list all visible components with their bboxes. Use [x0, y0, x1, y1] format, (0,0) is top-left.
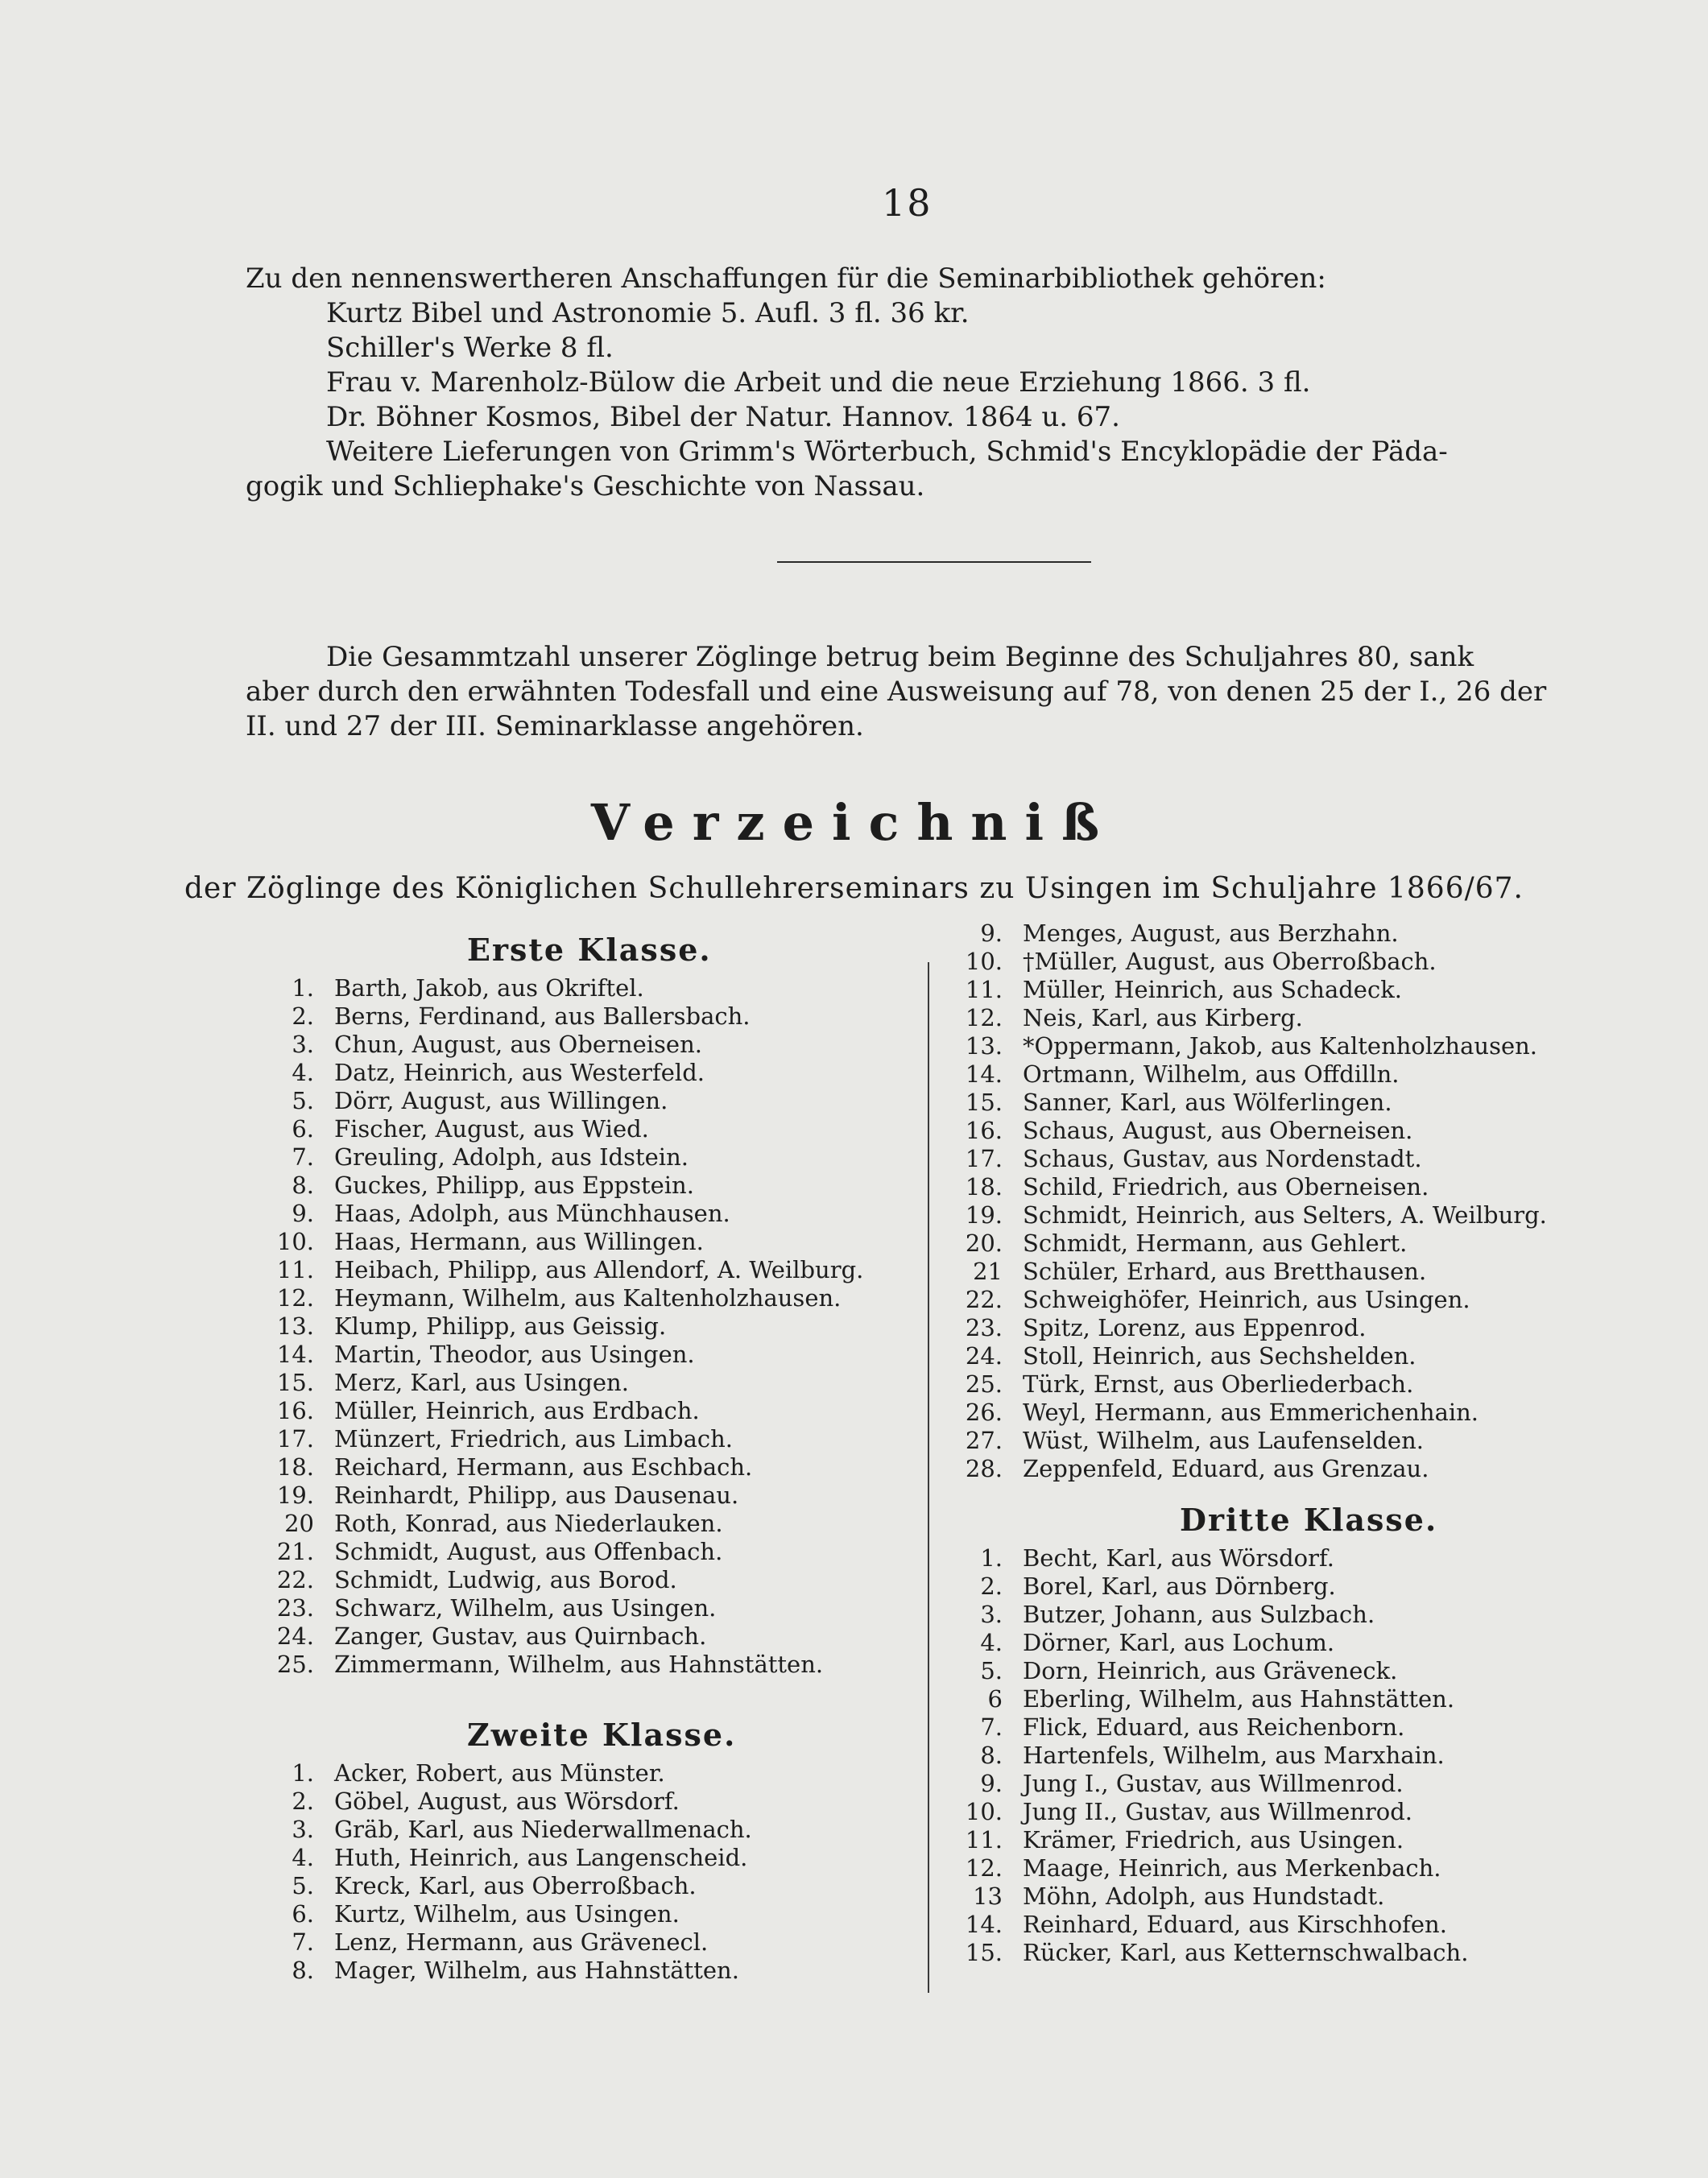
- student-name: Schwarz, Wilhelm, aus Usingen.: [334, 1594, 717, 1622]
- student-entry: [938, 1826, 1647, 1854]
- zweite-klasse-heading: Zweite Klasse.: [467, 1717, 737, 1753]
- student-number: 22.: [965, 1286, 1003, 1313]
- student-number: 8.: [980, 1742, 1003, 1769]
- student-name: Schmidt, Hermann, aus Gehlert.: [1023, 1230, 1408, 1257]
- erste-klasse-heading: Erste Klasse.: [467, 932, 712, 968]
- student-entry: [250, 1872, 926, 1900]
- student-number: 11.: [965, 976, 1003, 1003]
- student-name: Jung I., Gustav, aus Willmenrod.: [1023, 1770, 1404, 1797]
- student-number: 4.: [980, 1629, 1003, 1656]
- student-name: Berns, Ferdinand, aus Ballersbach.: [334, 1002, 751, 1030]
- student-entry: [250, 1002, 926, 1031]
- student-entry: [250, 1538, 926, 1566]
- student-entry: [938, 1117, 1647, 1145]
- student-number: 10.: [276, 1228, 314, 1255]
- left-column: [250, 926, 926, 1985]
- student-name: Greuling, Adolph, aus Idstein.: [334, 1143, 689, 1171]
- student-number: 14.: [965, 1911, 1003, 1938]
- student-number: 24.: [276, 1622, 314, 1650]
- student-number: 5.: [292, 1872, 314, 1899]
- student-entry: [938, 1286, 1647, 1314]
- student-number: 6: [987, 1685, 1003, 1713]
- zweite-klasse-list-part2: [938, 920, 1647, 1483]
- student-entry: [250, 974, 926, 1002]
- student-entry: [250, 1284, 926, 1312]
- student-entry: [938, 1370, 1647, 1399]
- student-name: Sanner, Karl, aus Wölferlingen.: [1023, 1089, 1392, 1116]
- student-name: Fischer, August, aus Wied.: [334, 1115, 649, 1143]
- student-entry: [250, 1228, 926, 1256]
- student-number: 9.: [980, 1770, 1003, 1797]
- student-name: Dörr, August, aus Willingen.: [334, 1087, 668, 1114]
- student-name: Borel, Karl, aus Dörnberg.: [1023, 1573, 1336, 1600]
- student-entry: [938, 1629, 1647, 1657]
- student-name: Martin, Theodor, aus Usingen.: [334, 1341, 695, 1368]
- student-number: 9.: [292, 1200, 314, 1227]
- student-entry: [250, 1172, 926, 1200]
- student-entry: [250, 1341, 926, 1369]
- student-name: Flick, Eduard, aus Reichenborn.: [1023, 1713, 1405, 1741]
- student-number: 2.: [292, 1002, 314, 1030]
- acquisition-continuation: gogik und Schliephake's Geschichte von Nassau.: [246, 470, 925, 502]
- student-number: 7.: [292, 1143, 314, 1171]
- student-entry: [250, 1397, 926, 1425]
- student-entry: [250, 1594, 926, 1622]
- student-number: 2.: [292, 1787, 314, 1815]
- student-entry: [938, 1145, 1647, 1173]
- register-subtitle: der Zöglinge des Königlichen Schullehrerseminars zu Usingen im Schuljahre 1866/67.: [184, 872, 1524, 905]
- student-number: 20: [284, 1510, 314, 1537]
- student-number: 27.: [965, 1427, 1003, 1454]
- student-number: 5.: [292, 1087, 314, 1114]
- student-number: 21: [973, 1258, 1003, 1285]
- student-entry: [938, 1854, 1647, 1883]
- student-name: Klump, Philipp, aus Geissig.: [334, 1312, 667, 1340]
- student-entry: [938, 1089, 1647, 1117]
- student-name: Schaus, August, aus Oberneisen.: [1023, 1117, 1413, 1144]
- student-number: 11.: [276, 1256, 314, 1283]
- student-name: Schweighöfer, Heinrich, aus Usingen.: [1023, 1286, 1470, 1313]
- student-entry: [250, 1510, 926, 1538]
- student-name: Hartenfels, Wilhelm, aus Marxhain.: [1023, 1742, 1445, 1769]
- student-number: 11.: [965, 1826, 1003, 1854]
- student-name: Müller, Heinrich, aus Erdbach.: [334, 1397, 700, 1424]
- student-name: Lenz, Hermann, aus Grävenecl.: [334, 1928, 709, 1956]
- student-name: Dörner, Karl, aus Lochum.: [1023, 1629, 1335, 1656]
- summary-line: aber durch den erwähnten Todesfall und eine Ausweisung auf 78, von denen 25 der I., 26 der: [246, 676, 1547, 708]
- student-number: 25.: [276, 1651, 314, 1678]
- student-name: Müller, Heinrich, aus Schadeck.: [1023, 976, 1402, 1003]
- student-number: 28.: [965, 1455, 1003, 1482]
- student-name: Münzert, Friedrich, aus Limbach.: [334, 1425, 734, 1453]
- student-name: Schaus, Gustav, aus Nordenstadt.: [1023, 1145, 1422, 1172]
- student-number: 10.: [965, 948, 1003, 975]
- student-name: Stoll, Heinrich, aus Sechshelden.: [1023, 1342, 1416, 1370]
- student-name: Schmidt, Heinrich, aus Selters, A. Weilburg.: [1023, 1201, 1547, 1229]
- student-entry: [250, 1200, 926, 1228]
- register-title: Verzeichniß: [590, 793, 1118, 852]
- student-name: Barth, Jakob, aus Okriftel.: [334, 974, 644, 1002]
- student-entry: [250, 1143, 926, 1172]
- student-name: Schmidt, August, aus Offenbach.: [334, 1538, 723, 1565]
- erste-klasse-list: [250, 974, 926, 1679]
- student-name: Heymann, Wilhelm, aus Kaltenholzhausen.: [334, 1284, 842, 1312]
- student-name: Türk, Ernst, aus Oberliederbach.: [1023, 1370, 1414, 1398]
- student-entry: [250, 1087, 926, 1115]
- enrollment-summary: [246, 640, 1598, 744]
- student-entry: [938, 976, 1647, 1004]
- student-entry: [250, 1031, 926, 1059]
- dritte-klasse-heading: Dritte Klasse.: [1180, 1502, 1438, 1538]
- student-number: 3.: [980, 1601, 1003, 1628]
- student-name: Wüst, Wilhelm, aus Laufenselden.: [1023, 1427, 1424, 1454]
- acquisition-item: Dr. Böhner Kosmos, Bibel der Natur. Hannov. 1864 u. 67.: [326, 401, 1120, 433]
- student-number: 4.: [292, 1059, 314, 1086]
- student-entry: [938, 1342, 1647, 1370]
- student-number: 14.: [965, 1060, 1003, 1088]
- student-name: Reichard, Hermann, aus Eschbach.: [334, 1453, 753, 1481]
- student-entry: [250, 1787, 926, 1816]
- student-name: Schmidt, Ludwig, aus Borod.: [334, 1566, 677, 1593]
- student-name: Schild, Friedrich, aus Oberneisen.: [1023, 1173, 1429, 1201]
- student-number: 13.: [276, 1312, 314, 1340]
- student-name: Spitz, Lorenz, aus Eppenrod.: [1023, 1314, 1367, 1341]
- student-number: 19.: [965, 1201, 1003, 1229]
- student-number: 22.: [276, 1566, 314, 1593]
- section-divider: [777, 561, 1091, 563]
- student-entry: [938, 1601, 1647, 1629]
- student-name: Haas, Hermann, aus Willingen.: [334, 1228, 704, 1255]
- student-name: Guckes, Philipp, aus Eppstein.: [334, 1172, 694, 1199]
- student-entry: [938, 1911, 1647, 1939]
- student-entry: [938, 1060, 1647, 1089]
- acquisition-item: Schiller's Werke 8 fl.: [326, 332, 614, 364]
- student-entry: [938, 1230, 1647, 1258]
- student-entry: [938, 920, 1647, 948]
- student-name: Kreck, Karl, aus Oberroßbach.: [334, 1872, 697, 1899]
- summary-line: II. und 27 der III. Seminarklasse angehören.: [246, 710, 864, 742]
- student-name: Jung II., Gustav, aus Willmenrod.: [1023, 1798, 1413, 1825]
- student-number: 1.: [980, 1544, 1003, 1572]
- student-number: 1.: [292, 974, 314, 1002]
- student-name: Göbel, August, aus Wörsdorf.: [334, 1787, 680, 1815]
- student-entry: [938, 1883, 1647, 1911]
- student-name: Acker, Robert, aus Münster.: [334, 1759, 665, 1787]
- student-name: Maage, Heinrich, aus Merkenbach.: [1023, 1854, 1441, 1882]
- student-number: 16.: [965, 1117, 1003, 1144]
- student-number: 14.: [276, 1341, 314, 1368]
- student-number: 18.: [965, 1173, 1003, 1201]
- student-entry: [938, 1770, 1647, 1798]
- student-name: Dorn, Heinrich, aus Gräveneck.: [1023, 1657, 1398, 1684]
- dritte-klasse-list: [938, 1544, 1647, 1967]
- student-number: 16.: [276, 1397, 314, 1424]
- student-entry: [938, 1742, 1647, 1770]
- student-entry: [938, 1399, 1647, 1427]
- student-entry: [250, 1425, 926, 1453]
- student-number: 5.: [980, 1657, 1003, 1684]
- student-number: 17.: [276, 1425, 314, 1453]
- student-number: 24.: [965, 1342, 1003, 1370]
- student-entry: [938, 1685, 1647, 1713]
- student-entry: [938, 1004, 1647, 1032]
- student-name: Krämer, Friedrich, aus Usingen.: [1023, 1826, 1404, 1854]
- acquisition-item: Kurtz Bibel und Astronomie 5. Aufl. 3 fl. 36 kr.: [326, 297, 970, 329]
- student-name: Zeppenfeld, Eduard, aus Grenzau.: [1023, 1455, 1429, 1482]
- student-number: 7.: [292, 1928, 314, 1956]
- acquisition-item: Frau v. Marenholz-Bülow die Arbeit und die neue Erziehung 1866. 3 fl.: [326, 366, 1311, 399]
- student-number: 13: [973, 1883, 1003, 1910]
- student-number: 15.: [965, 1089, 1003, 1116]
- student-number: 7.: [980, 1713, 1003, 1741]
- student-number: 20.: [965, 1230, 1003, 1257]
- student-number: 21.: [276, 1538, 314, 1565]
- student-name: Kurtz, Wilhelm, aus Usingen.: [334, 1900, 680, 1928]
- student-entry: [938, 1657, 1647, 1685]
- student-name: †Müller, August, aus Oberroßbach.: [1023, 948, 1437, 975]
- student-number: 8.: [292, 1172, 314, 1199]
- student-entry: [250, 1957, 926, 1985]
- student-name: Ortmann, Wilhelm, aus Offdilln.: [1023, 1060, 1400, 1088]
- student-entry: [250, 1900, 926, 1928]
- student-name: Heibach, Philipp, aus Allendorf, A. Weilburg.: [334, 1256, 864, 1283]
- page-number: 18: [882, 181, 933, 225]
- student-number: 1.: [292, 1759, 314, 1787]
- student-number: 12.: [965, 1004, 1003, 1031]
- student-entry: [250, 1844, 926, 1872]
- student-number: 10.: [965, 1798, 1003, 1825]
- student-entry: [938, 1573, 1647, 1601]
- student-number: 18.: [276, 1453, 314, 1481]
- student-name: Schüler, Erhard, aus Bretthausen.: [1023, 1258, 1427, 1285]
- student-name: Weyl, Hermann, aus Emmerichenhain.: [1023, 1399, 1479, 1426]
- student-number: 4.: [292, 1844, 314, 1871]
- student-entry: [938, 1427, 1647, 1455]
- student-name: Zanger, Gustav, aus Quirnbach.: [334, 1622, 707, 1650]
- student-number: 19.: [276, 1482, 314, 1509]
- column-divider: [928, 962, 929, 1993]
- student-entry: [250, 1816, 926, 1844]
- student-name: Chun, August, aus Oberneisen.: [334, 1031, 702, 1058]
- student-entry: [938, 1544, 1647, 1573]
- student-entry: [250, 1256, 926, 1284]
- student-entry: [938, 1713, 1647, 1742]
- student-entry: [250, 1453, 926, 1482]
- summary-line: Die Gesammtzahl unserer Zöglinge betrug beim Beginne des Schuljahres 80, sank: [326, 641, 1474, 673]
- library-acquisitions: [246, 262, 1598, 504]
- student-entry: [250, 1759, 926, 1787]
- student-number: 6.: [292, 1900, 314, 1928]
- student-entry: [938, 1173, 1647, 1201]
- student-number: 25.: [965, 1370, 1003, 1398]
- student-entry: [938, 1032, 1647, 1060]
- student-number: 15.: [965, 1939, 1003, 1966]
- student-entry: [250, 1115, 926, 1143]
- student-entry: [938, 1201, 1647, 1230]
- student-number: 6.: [292, 1115, 314, 1143]
- student-entry: [938, 1258, 1647, 1286]
- student-name: Huth, Heinrich, aus Langenscheid.: [334, 1844, 748, 1871]
- student-name: Eberling, Wilhelm, aus Hahnstätten.: [1023, 1685, 1455, 1713]
- student-name: Mager, Wilhelm, aus Hahnstätten.: [334, 1957, 739, 1984]
- student-number: 12.: [965, 1854, 1003, 1882]
- student-name: Becht, Karl, aus Wörsdorf.: [1023, 1544, 1334, 1572]
- student-entry: [250, 1566, 926, 1594]
- student-entry: [938, 1314, 1647, 1342]
- student-entry: [250, 1059, 926, 1087]
- student-number: 2.: [980, 1573, 1003, 1600]
- student-name: Neis, Karl, aus Kirberg.: [1023, 1004, 1303, 1031]
- student-name: Datz, Heinrich, aus Westerfeld.: [334, 1059, 705, 1086]
- student-name: Gräb, Karl, aus Niederwallmenach.: [334, 1816, 752, 1843]
- student-number: 3.: [292, 1031, 314, 1058]
- student-entry: [938, 1455, 1647, 1483]
- student-number: 8.: [292, 1957, 314, 1984]
- student-name: Roth, Konrad, aus Niederlauken.: [334, 1510, 723, 1537]
- student-number: 9.: [980, 920, 1003, 947]
- student-name: Zimmermann, Wilhelm, aus Hahnstätten.: [334, 1651, 824, 1678]
- student-entry: [250, 1651, 926, 1679]
- student-name: Reinhard, Eduard, aus Kirschhofen.: [1023, 1911, 1447, 1938]
- acquisition-item: Weitere Lieferungen von Grimm's Wörterbuch, Schmid's Encyklopädie der Päda-: [326, 436, 1448, 468]
- acquisitions-heading: Zu den nennenswertheren Anschaffungen für die Seminarbibliothek gehören:: [246, 262, 1326, 295]
- student-entry: [938, 1798, 1647, 1826]
- student-name: Möhn, Adolph, aus Hundstadt.: [1023, 1883, 1385, 1910]
- student-entry: [250, 1928, 926, 1957]
- student-entry: [250, 1622, 926, 1651]
- zweite-klasse-list-part1: [250, 1759, 926, 1985]
- student-number: 23.: [276, 1594, 314, 1622]
- student-number: 26.: [965, 1399, 1003, 1426]
- student-number: 15.: [276, 1369, 314, 1396]
- student-name: Merz, Karl, aus Usingen.: [334, 1369, 629, 1396]
- student-entry: [250, 1312, 926, 1341]
- student-name: Rücker, Karl, aus Ketternschwalbach.: [1023, 1939, 1469, 1966]
- student-entry: [250, 1369, 926, 1397]
- student-name: Reinhardt, Philipp, aus Dausenau.: [334, 1482, 739, 1509]
- right-column: [938, 920, 1647, 1967]
- student-entry: [938, 1939, 1647, 1967]
- student-name: *Oppermann, Jakob, aus Kaltenholzhausen.: [1023, 1032, 1538, 1060]
- student-number: 12.: [276, 1284, 314, 1312]
- student-number: 3.: [292, 1816, 314, 1843]
- student-name: Butzer, Johann, aus Sulzbach.: [1023, 1601, 1375, 1628]
- student-entry: [250, 1482, 926, 1510]
- student-name: Menges, August, aus Berzhahn.: [1023, 920, 1399, 947]
- student-number: 13.: [965, 1032, 1003, 1060]
- student-number: 23.: [965, 1314, 1003, 1341]
- student-name: Haas, Adolph, aus Münchhausen.: [334, 1200, 730, 1227]
- student-entry: [938, 948, 1647, 976]
- student-number: 17.: [965, 1145, 1003, 1172]
